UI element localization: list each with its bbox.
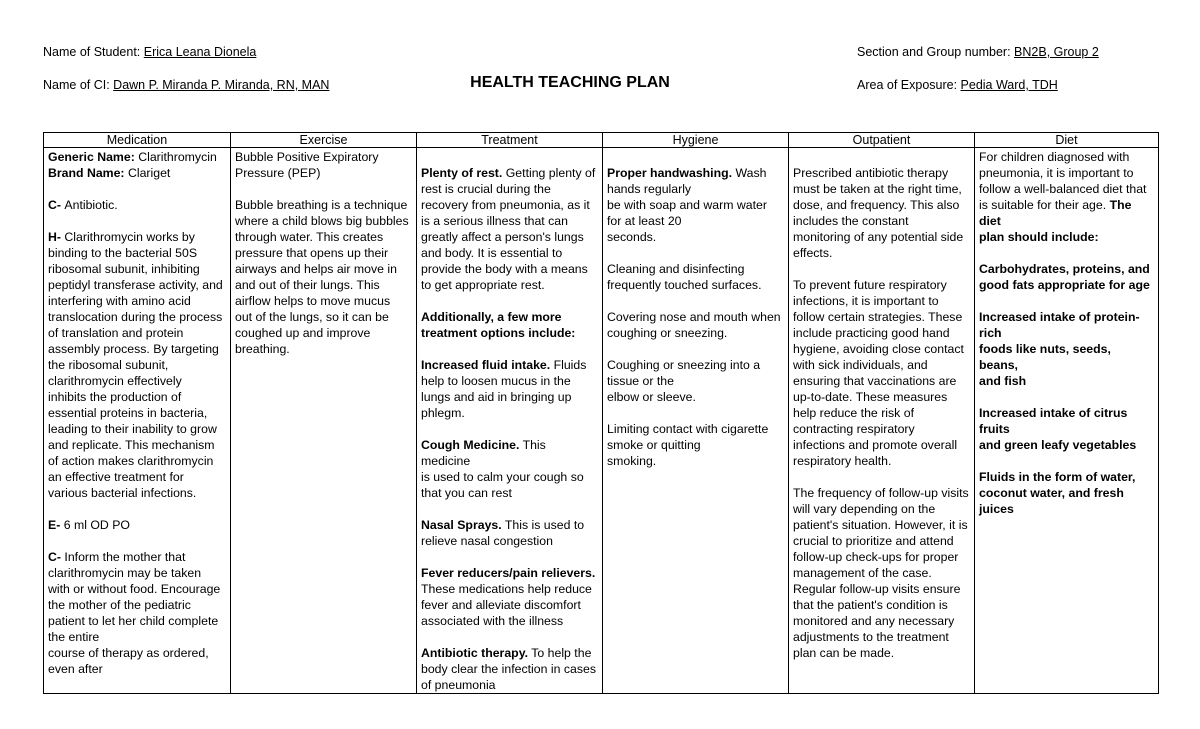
treatment-fever bbox=[421, 565, 597, 629]
exercise-title: Bubble Positive Expiratory Pressure (PEP) bbox=[235, 150, 379, 180]
teaching-plan-table bbox=[43, 132, 1159, 694]
treatment-nasal bbox=[421, 517, 597, 549]
exercise-cell bbox=[231, 148, 417, 694]
table-row bbox=[44, 148, 1159, 694]
treatment-nasal-heading: Nasal Sprays. bbox=[421, 518, 502, 532]
column-header-treatment: Treatment bbox=[417, 133, 603, 148]
dosage-value: 6 ml OD PO bbox=[63, 518, 130, 532]
treatment-fluid bbox=[421, 357, 597, 421]
column-header-hygiene: Hygiene bbox=[603, 133, 789, 148]
diet-intro-bold: The diet plan should include: bbox=[979, 198, 1132, 244]
treatment-additional bbox=[421, 309, 597, 341]
diet-item-carbs: Carbohydrates, proteins, and good fats appropriate for age bbox=[979, 262, 1150, 292]
counseling-value: Inform the mother that clarithromycin may be taken with or without food. Encourage the mother of the pediatric patient to let her child complete the entire course of therapy as ordered, even after bbox=[48, 550, 221, 676]
diet-item-citrus: Increased intake of citrus fruits and green leafy vegetables bbox=[979, 406, 1137, 452]
classification-label: C- bbox=[48, 198, 65, 212]
area-exposure-value: Pedia Ward, TDH bbox=[960, 78, 1058, 92]
hygiene-handwashing-text: Wash hands regularly be with soap and warm water for at least 20 seconds. bbox=[607, 166, 767, 244]
diet-item bbox=[979, 261, 1153, 293]
diet-intro-text: For children diagnosed with pneumonia, it is important to follow a well-balanced diet that is suitable for their age. bbox=[979, 150, 1147, 212]
classification-value: Antibiotic. bbox=[64, 198, 118, 212]
column-header-outpatient: Outpatient bbox=[789, 133, 975, 148]
hygiene-handwashing-heading: Proper handwashing. bbox=[607, 166, 733, 180]
classification bbox=[48, 197, 225, 213]
treatment-cough-text: This medicine is used to calm your cough so that you can rest bbox=[421, 438, 584, 500]
hygiene-smoke: Limiting contact with cigarette smoke or quitting smoking. bbox=[607, 422, 769, 468]
treatment-cough bbox=[421, 437, 597, 501]
diet-cell bbox=[975, 148, 1159, 694]
diet-item bbox=[979, 405, 1153, 453]
column-header-diet: Diet bbox=[975, 133, 1159, 148]
mechanism bbox=[48, 229, 225, 501]
outpatient-cell bbox=[789, 148, 975, 694]
treatment-rest bbox=[421, 165, 597, 293]
diet-item-protein: Increased intake of protein-rich foods like nuts, seeds, beans, and fish bbox=[979, 310, 1140, 388]
treatment-fever-text: These medications help reduce fever and alleviate discomfort associated with the illness bbox=[421, 582, 592, 628]
treatment-cough-heading: Cough Medicine. bbox=[421, 438, 520, 452]
outpatient-prevention: To prevent future respiratory infections, it is important to follow certain strategies. These include practicing good hand hygiene, avoiding close contact with sick individuals, and ensuring that vaccinations are up-to-date. These measures help reduce the risk of contracting respiratory infections and promote overall respiratory health. bbox=[793, 278, 964, 468]
treatment-fluid-text: Fluids help to loosen mucus in the lungs and aid in bringing up phlegm. bbox=[421, 358, 587, 420]
counseling bbox=[48, 549, 225, 677]
hygiene-covering: Covering nose and mouth when coughing or sneezing. bbox=[607, 310, 781, 340]
hygiene-cell bbox=[603, 148, 789, 694]
diet-intro bbox=[979, 149, 1153, 245]
diet-item bbox=[979, 469, 1153, 517]
treatment-fever-heading: Fever reducers/pain relievers. bbox=[421, 566, 596, 580]
outpatient-follow-up: The frequency of follow-up visits will vary depending on the patient's situation. However, it is crucial to prioritize and attend follow-up check-ups for proper management of the case. Regular follow-up visits ensure that the patient's condition is monitored and any necessary adjustments to the treatment plan can be made. bbox=[793, 486, 969, 660]
treatment-fluid-heading: Increased fluid intake. bbox=[421, 358, 551, 372]
treatment-antibiotic-text: To help the body clear the infection in cases of pneumonia bbox=[421, 646, 596, 692]
hygiene-sneezing: Coughing or sneezing into a tissue or the elbow or sleeve. bbox=[607, 358, 761, 404]
area-exposure-label: Area of Exposure: bbox=[857, 78, 961, 92]
generic-name-value: Clarithromycin bbox=[138, 150, 217, 164]
area-exposure-line bbox=[857, 78, 1058, 93]
mechanism-value: Clarithromycin works by binding to the bacterial 50S ribosomal subunit, inhibiting peptidyl transferase activity, and interfering with amino acid translocation during the process of translation and protein assembly process. By targeting the ribosomal subunit, clarithromycin effectively inhibits the production of essential proteins in bacteria, leading to their inability to grow and replicate. This mechanism of action makes clarithromycin an effective treatment for various bacterial infections. bbox=[48, 230, 223, 500]
brand-name-label: Brand Name: bbox=[48, 166, 128, 180]
generic-name-label: Generic Name: bbox=[48, 150, 139, 164]
brand-name bbox=[48, 165, 225, 181]
table-header-row bbox=[44, 133, 1159, 148]
treatment-antibiotic-heading: Antibiotic therapy. bbox=[421, 646, 529, 660]
student-name-label: Name of Student: bbox=[43, 45, 144, 59]
diet-item-fluids: Fluids in the form of water, coconut water, and fresh juices bbox=[979, 470, 1136, 516]
generic-name bbox=[48, 149, 225, 165]
ci-name-value: Dawn P. Miranda P. Miranda, RN, MAN bbox=[113, 78, 330, 92]
treatment-rest-text: Getting plenty of rest is crucial during the recovery from pneumonia, as it is a serious illness that can greatly affect a person's lungs and body. It is essential to provide the body with a means to get appropriate rest. bbox=[421, 166, 596, 292]
exercise-body: Bubble breathing is a technique where a child blows big bubbles through water. This creates pressure that opens up their airways and helps air move in and out of their lungs. This airflow helps to move mucus out of the lungs, so it can be coughed up and improve breathing. bbox=[235, 198, 409, 356]
treatment-cell bbox=[417, 148, 603, 694]
dosage-label: E- bbox=[48, 518, 64, 532]
page-title: HEALTH TEACHING PLAN bbox=[470, 74, 670, 91]
treatment-rest-heading: Plenty of rest. bbox=[421, 166, 503, 180]
student-name-line bbox=[43, 45, 256, 60]
section-group-line bbox=[857, 45, 1099, 60]
hygiene-handwashing bbox=[607, 165, 783, 245]
mechanism-label: H- bbox=[48, 230, 65, 244]
dosage bbox=[48, 517, 225, 533]
section-group-label: Section and Group number: bbox=[857, 45, 1015, 59]
section-group-value: BN2B, Group 2 bbox=[1014, 45, 1099, 59]
outpatient-antibiotic: Prescribed antibiotic therapy must be taken at the right time, dose, and frequency. This also includes the constant monitoring of any potential side effects. bbox=[793, 166, 964, 260]
treatment-nasal-text: This is used to relieve nasal congestion bbox=[421, 518, 585, 548]
counseling-label: C- bbox=[48, 550, 65, 564]
diet-item bbox=[979, 309, 1153, 389]
column-header-exercise: Exercise bbox=[231, 133, 417, 148]
column-header-medication: Medication bbox=[44, 133, 231, 148]
brand-name-value: Clariget bbox=[127, 166, 171, 180]
hygiene-disinfecting: Cleaning and disinfecting frequently touched surfaces. bbox=[607, 262, 762, 292]
treatment-antibiotic bbox=[421, 645, 597, 693]
student-name-value: Erica Leana Dionela bbox=[143, 45, 257, 59]
ci-name-label: Name of CI: bbox=[43, 78, 114, 92]
medication-cell bbox=[44, 148, 231, 694]
treatment-additional-heading: Additionally, a few more treatment options include: bbox=[421, 310, 576, 340]
